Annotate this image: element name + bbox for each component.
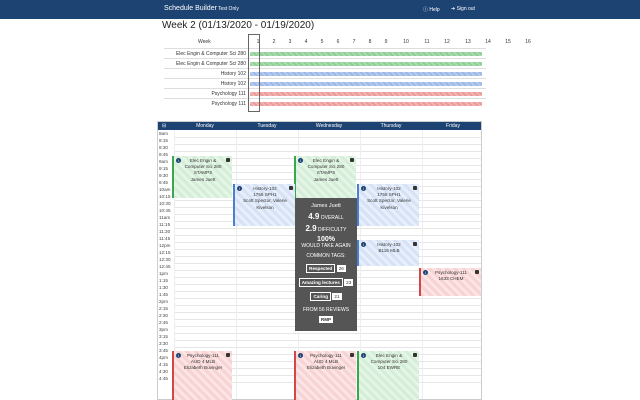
info-icon[interactable]: i: [361, 353, 366, 358]
time-label: 10:30: [159, 201, 171, 206]
time-label: 11am: [159, 215, 171, 220]
lock-icon[interactable]: [413, 186, 417, 190]
course-weeks-bar[interactable]: [250, 62, 482, 66]
course-weeks-bar[interactable]: [250, 82, 482, 86]
info-icon[interactable]: i: [423, 270, 428, 275]
event-eecs-wednesday[interactable]: [294, 156, 356, 198]
time-label: 9am: [159, 159, 168, 164]
week-1[interactable]: 1: [256, 39, 260, 45]
event-psych-friday[interactable]: [419, 268, 481, 296]
event-line: 1755 SPH1: [253, 192, 277, 198]
event-line: Elec Engin &: [189, 158, 217, 163]
grid-line: [174, 347, 482, 348]
info-icon[interactable]: i: [237, 186, 242, 191]
event-line: James Juett: [313, 176, 339, 182]
professor-rating-popup: [295, 198, 357, 331]
grid-line: [174, 340, 482, 341]
course-row: [164, 78, 486, 88]
event-line: Elizabeth Buvinger: [306, 365, 346, 371]
time-label: 1:15: [159, 278, 168, 283]
time-label: 4:15: [159, 362, 168, 367]
tag-count: 26: [338, 266, 344, 271]
time-label: 4:30: [159, 369, 168, 374]
day-header-wednesday: Wednesday: [315, 123, 343, 129]
event-line: STAMPS: [193, 170, 213, 176]
time-label: 8:45: [159, 152, 168, 157]
time-label: 12pm: [159, 243, 171, 248]
reviews-label: FROM 56 REVIEWS: [302, 307, 350, 313]
course-name: Elec Engin & Computer Sci 280: [175, 51, 246, 57]
event-line: Elizabeth Buvinger: [183, 365, 223, 371]
lock-icon[interactable]: [226, 158, 230, 162]
tag-count: 23: [346, 280, 352, 285]
course-weeks-bar[interactable]: [250, 92, 482, 96]
course-row: [164, 48, 486, 58]
event-line: James Juett: [190, 176, 216, 182]
lock-icon[interactable]: [350, 158, 354, 162]
event-line: Scott Spector, Valerie: [243, 198, 287, 204]
overall-label: OVERALL: [320, 215, 344, 221]
event-line: History-102: [377, 186, 401, 191]
course-name: Psychology 111: [211, 101, 246, 107]
info-icon[interactable]: i: [176, 353, 181, 358]
week-table: [164, 35, 531, 115]
time-label: 3:45: [159, 348, 168, 353]
info-icon[interactable]: i: [298, 353, 303, 358]
time-label: 3pm: [159, 327, 168, 332]
time-label: 2:45: [159, 320, 168, 325]
time-label: 1:45: [159, 292, 168, 297]
time-label: 3:30: [159, 341, 168, 346]
time-label: 10am: [159, 187, 171, 192]
event-psych-wednesday[interactable]: [294, 351, 356, 400]
week-2[interactable]: 2: [272, 39, 276, 45]
event-line: 104 EWRE: [377, 365, 401, 371]
lock-icon[interactable]: [475, 270, 479, 274]
week-8[interactable]: 8: [368, 39, 372, 45]
day-divider: [422, 130, 423, 400]
info-icon[interactable]: i: [361, 242, 366, 247]
time-label: 11:15: [159, 222, 171, 227]
time-label: 2:15: [159, 306, 168, 311]
time-label: 1:30: [159, 285, 168, 290]
time-label: 10:45: [159, 208, 171, 213]
tags-label: COMMON TAGS:: [306, 253, 346, 259]
event-history-tuesday[interactable]: [233, 184, 295, 226]
event-line: History-102: [253, 186, 277, 191]
course-weeks-bar[interactable]: [250, 72, 482, 76]
tag-label: Respected: [306, 264, 335, 273]
week-6[interactable]: 6: [336, 39, 340, 45]
calendar-header: [158, 122, 482, 130]
day-header-monday: Monday: [196, 123, 214, 129]
day-header-thursday: Thursday: [380, 123, 402, 129]
lock-icon[interactable]: [226, 353, 230, 357]
grid-line: [174, 137, 482, 138]
page-title: Week 2 (01/13/2020 - 01/19/2020): [162, 20, 315, 31]
course-row: [164, 98, 486, 108]
tag-label: Caring: [310, 292, 331, 301]
collapse-icon[interactable]: ⊟: [162, 123, 167, 129]
week-header: Week: [198, 39, 211, 45]
time-label: 8:15: [159, 138, 168, 143]
course-name: Psychology 111: [211, 91, 246, 97]
course-name: History 102: [220, 81, 246, 87]
grid-line: [174, 144, 482, 145]
lock-icon[interactable]: [289, 186, 293, 190]
week-10[interactable]: 10: [403, 39, 409, 45]
time-label: 1pm: [159, 271, 168, 276]
event-line: B116 MLB: [378, 248, 400, 254]
week-9[interactable]: 9: [384, 39, 388, 45]
week-16[interactable]: 16: [525, 39, 531, 45]
event-line: Psychology-111: [434, 270, 467, 275]
selected-week-highlight: [248, 34, 260, 112]
event-line: 1755 SPH1: [377, 192, 401, 198]
course-row: [164, 68, 486, 78]
event-line: STAMPS: [316, 170, 336, 176]
event-line: AUD 4 MLB: [190, 359, 216, 365]
course-weeks-bar[interactable]: [250, 102, 482, 106]
event-history-thursday-2[interactable]: [357, 240, 419, 266]
time-label: 12:30: [159, 257, 171, 262]
week-5[interactable]: 5: [320, 39, 324, 45]
week-14[interactable]: 14: [485, 39, 491, 45]
event-psych-monday[interactable]: [172, 351, 232, 400]
time-label: 4pm: [159, 355, 168, 360]
week-15[interactable]: 15: [505, 39, 511, 45]
event-line: Computer Sci 280: [307, 164, 345, 170]
week-12[interactable]: 12: [444, 39, 450, 45]
professor-name: James Juett: [311, 203, 341, 209]
event-line: History-102: [377, 242, 401, 247]
tag-count: 21: [334, 294, 340, 299]
event-line: AUD 4 MLB: [313, 359, 339, 365]
time-label: 9:30: [159, 173, 168, 178]
week-4[interactable]: 4: [304, 39, 308, 45]
time-label: 11:45: [159, 236, 171, 241]
time-label: 4:45: [159, 376, 168, 381]
time-label: 2pm: [159, 299, 168, 304]
grid-line: [174, 333, 482, 334]
event-line: Elec Engin &: [312, 158, 340, 163]
time-label: 12:45: [159, 264, 171, 269]
week-13[interactable]: 13: [465, 39, 471, 45]
lock-icon[interactable]: [413, 353, 417, 357]
course-name: Elec Engin & Computer Sci 280: [175, 61, 246, 67]
day-header-tuesday: Tuesday: [257, 123, 277, 129]
overall-score: 4.9: [308, 212, 320, 221]
help-label: Help: [429, 7, 440, 13]
course-row: [164, 58, 486, 68]
brand-link[interactable]: Schedule Builder: [164, 5, 217, 12]
time-label: 11:30: [159, 229, 171, 234]
info-icon[interactable]: i: [361, 186, 366, 191]
event-line: Psychology-111: [309, 353, 342, 358]
help-link[interactable]: ⓘ Help: [423, 7, 440, 13]
rmp-logo[interactable]: RMP: [320, 317, 332, 322]
nav-test-only[interactable]: Test Only: [218, 6, 239, 12]
event-history-thursday[interactable]: [357, 184, 419, 226]
time-label: 10:15: [159, 194, 171, 199]
time-label: 2:30: [159, 313, 168, 318]
would-take-percent: 100%: [317, 236, 335, 243]
event-line: Kivelson: [380, 204, 398, 210]
event-line: Computer Sci 280: [184, 164, 222, 170]
difficulty-label: DIFFICULTY: [317, 227, 347, 233]
info-icon[interactable]: i: [298, 158, 303, 163]
event-eecs-thursday[interactable]: [357, 351, 419, 400]
time-label: 12:15: [159, 250, 171, 255]
event-line: Scott Spector, Valerie: [367, 198, 411, 204]
grid-line: [174, 151, 482, 152]
course-name: History 102: [220, 71, 246, 77]
week-3[interactable]: 3: [288, 39, 292, 45]
info-icon[interactable]: i: [176, 158, 181, 163]
event-eecs-monday[interactable]: [172, 156, 232, 198]
difficulty-score: 2.9: [305, 224, 317, 233]
event-line: Elec Engin &: [375, 353, 403, 358]
time-label: 8:30: [159, 145, 168, 150]
course-row: [164, 88, 486, 98]
tag-label: Amazing lectures: [299, 278, 343, 287]
day-divider: [236, 130, 237, 400]
week-11[interactable]: 11: [424, 39, 430, 45]
event-line: Kivelson: [256, 204, 274, 210]
signout-link[interactable]: ➜ Sign out: [451, 6, 475, 12]
time-label: 3:15: [159, 334, 168, 339]
would-take-label: WOULD TAKE AGAIN: [301, 243, 351, 249]
event-line: Computer Sci 280: [370, 359, 408, 365]
day-header-friday: Friday: [446, 123, 460, 129]
event-line: Psychology-111: [186, 353, 219, 358]
lock-icon[interactable]: [350, 353, 354, 357]
course-weeks-bar[interactable]: [250, 52, 482, 56]
time-label: 9:45: [159, 180, 168, 185]
event-line: 1633 CHEM: [438, 276, 464, 282]
signout-label: Sign out: [456, 6, 475, 12]
time-label: 9:15: [159, 166, 168, 171]
top-navbar: [0, 0, 640, 19]
time-label: 8am: [159, 131, 168, 136]
lock-icon[interactable]: [413, 242, 417, 246]
week-7[interactable]: 7: [352, 39, 356, 45]
